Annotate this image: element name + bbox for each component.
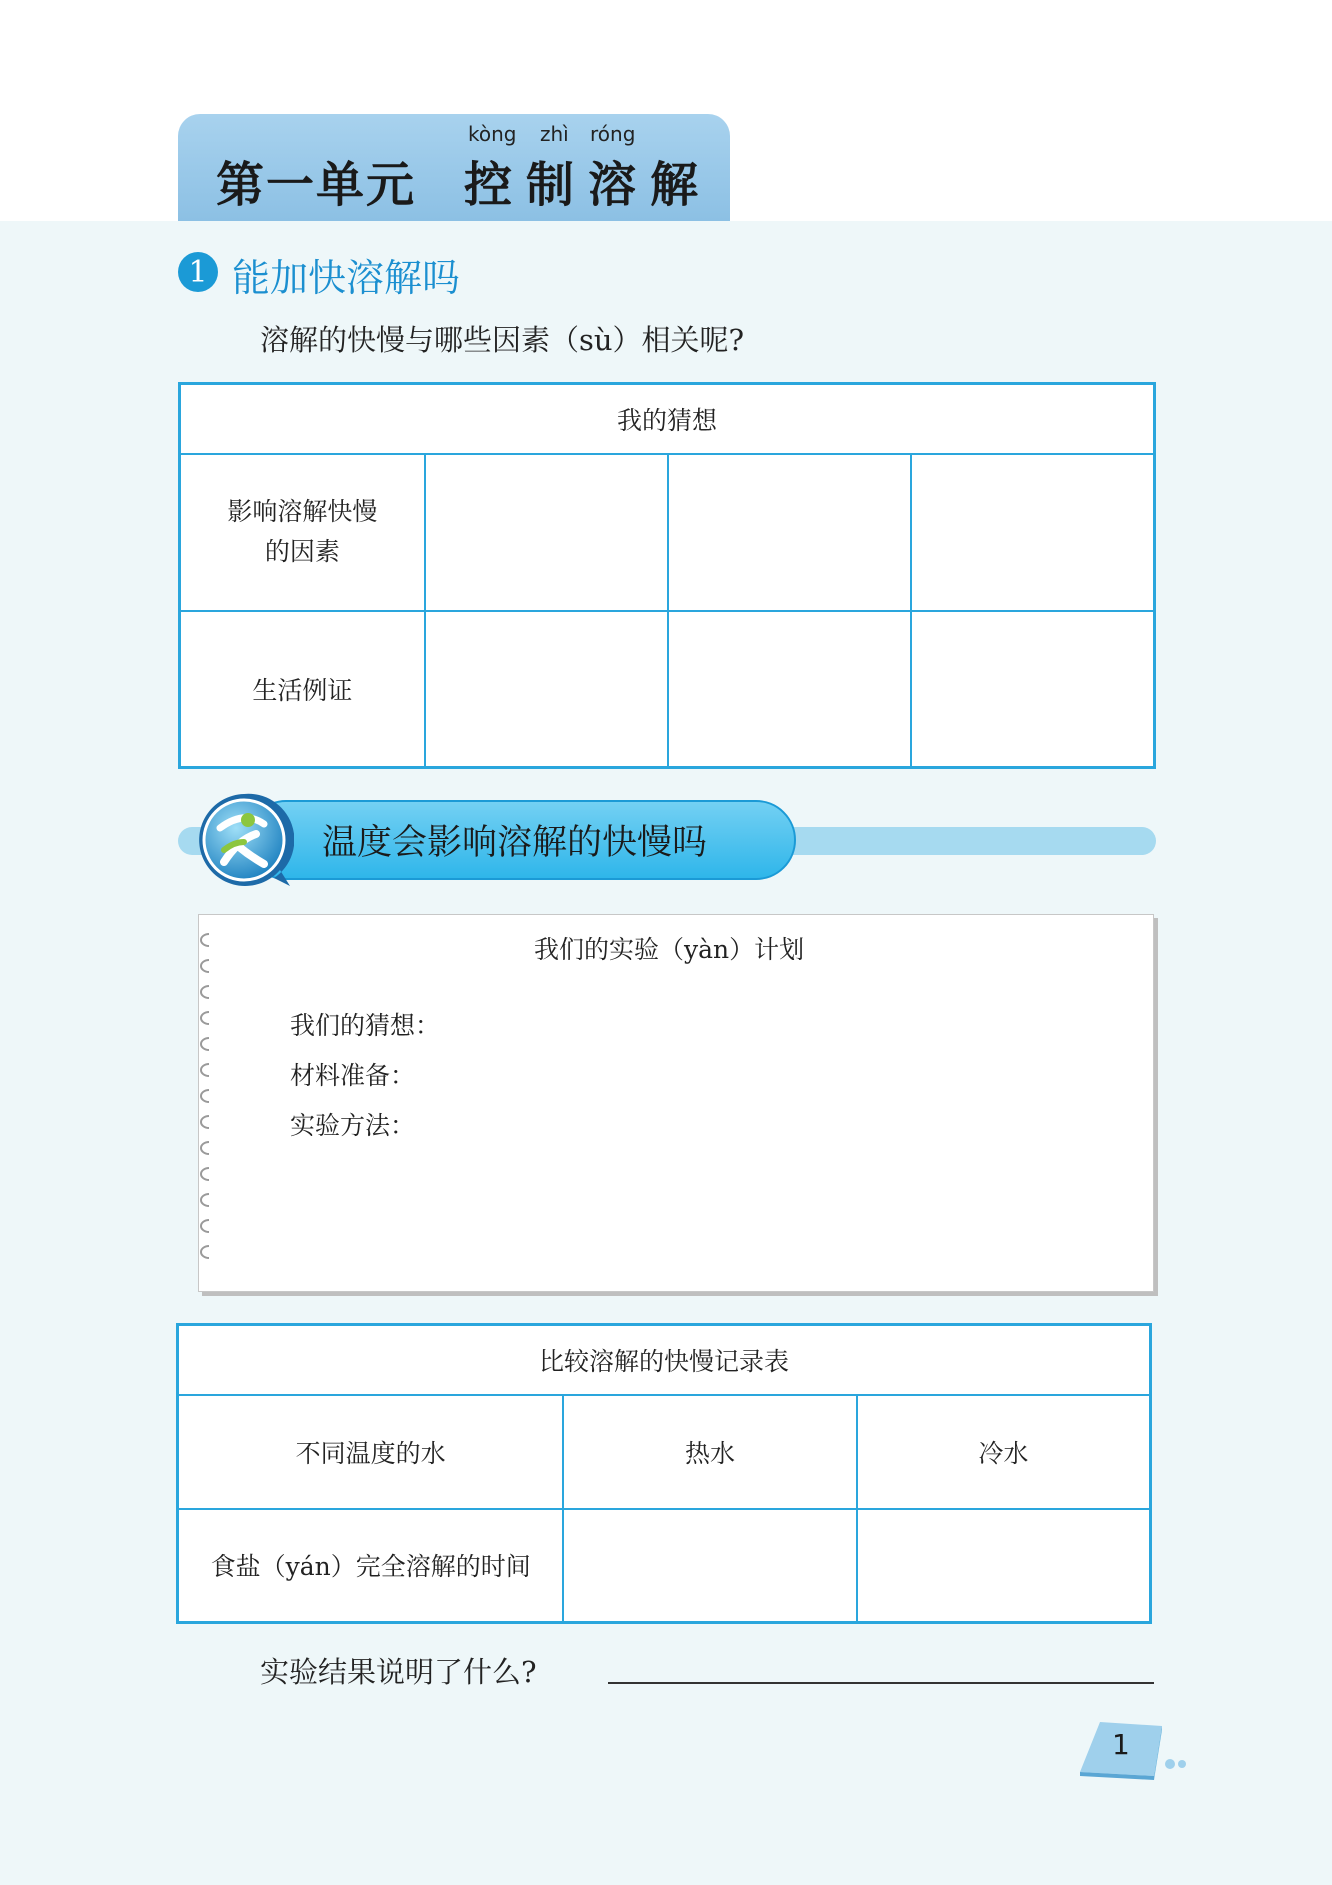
page-number: 1 xyxy=(1112,1728,1130,1761)
record-table xyxy=(176,1323,1152,1624)
record-col-hot-water: 热水 xyxy=(563,1395,856,1509)
record-cell-cold[interactable] xyxy=(857,1509,1151,1623)
plan-line-materials: 材料准备： xyxy=(290,1061,416,1090)
guess-factor-cell-1[interactable] xyxy=(425,454,668,611)
lesson-title: 能加快溶解吗 xyxy=(232,256,461,300)
guess-evidence-cell-3[interactable] xyxy=(911,611,1155,768)
explore-person-icon xyxy=(194,790,294,890)
guess-factor-cell-2[interactable] xyxy=(668,454,911,611)
record-table-title: 比较溶解的快慢记录表 xyxy=(178,1325,1151,1395)
guess-row-evidence-label: 生活例证 xyxy=(180,611,425,768)
guess-factor-cell-3[interactable] xyxy=(911,454,1155,611)
plan-line-guess: 我们的猜想： xyxy=(290,1011,441,1040)
answer-line[interactable] xyxy=(608,1682,1154,1684)
record-col-cold-water: 冷水 xyxy=(857,1395,1151,1509)
guess-row-factors-label xyxy=(180,454,425,611)
experiment-plan-card xyxy=(198,914,1154,1292)
lesson-question: 溶解的快慢与哪些因素（sù）相关呢? xyxy=(260,323,745,357)
notebook-rings-icon xyxy=(197,930,221,1270)
guess-table xyxy=(178,382,1156,769)
guess-table-header: 我的猜想 xyxy=(180,384,1155,454)
section-title: 温度会影响溶解的快慢吗 xyxy=(322,823,708,863)
lesson-number-badge: 1 xyxy=(178,252,218,292)
pinyin-zhi: zhì xyxy=(540,122,569,146)
unit-title: 控制溶解 xyxy=(464,157,713,213)
guess-evidence-cell-1[interactable] xyxy=(425,611,668,768)
unit-label: 第一单元 xyxy=(216,157,417,213)
record-row-salt-time: 食盐（yán）完全溶解的时间 xyxy=(178,1509,564,1623)
plan-title: 我们的实验（yàn）计划 xyxy=(534,935,805,964)
record-cell-hot[interactable] xyxy=(563,1509,856,1623)
pinyin-rong: róng xyxy=(590,122,636,146)
guess-evidence-cell-2[interactable] xyxy=(668,611,911,768)
unit-title-pinyin xyxy=(468,122,648,146)
plan-line-method: 实验方法： xyxy=(290,1111,416,1140)
pinyin-kong: kòng xyxy=(468,122,517,146)
record-col-water-temp: 不同温度的水 xyxy=(178,1395,564,1509)
factors-label-text: 影响溶解快慢的因素 xyxy=(227,497,378,566)
conclusion-question: 实验结果说明了什么? xyxy=(260,1655,537,1689)
book-page-icon xyxy=(1076,1716,1186,1786)
